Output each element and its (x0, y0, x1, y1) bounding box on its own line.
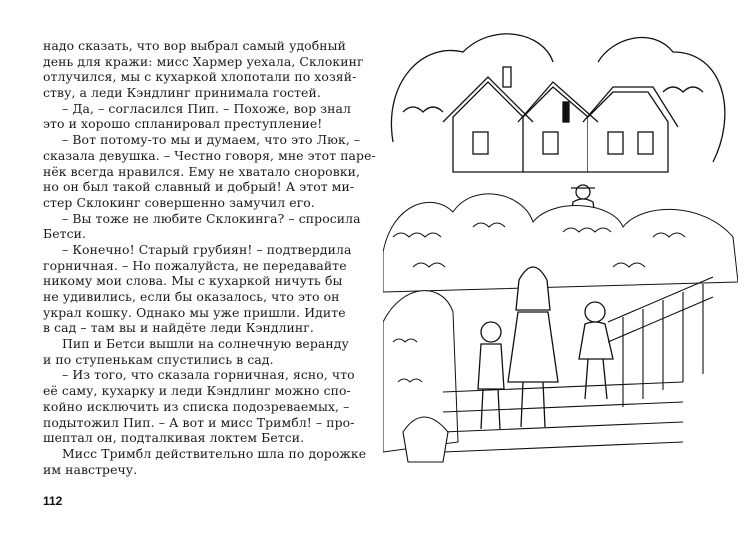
text-line: Бетси. (43, 226, 87, 242)
body-text (43, 38, 376, 477)
text-line: койно исключить из списка подозреваемых, – (43, 398, 350, 414)
text-line: – Да, – согласился Пип. – Похоже, вор знал (62, 100, 351, 116)
text-line: её саму, кухарку и леди Кэндлинг можно спо- (43, 383, 351, 399)
text-line: подытожил Пип. – А вот и мисс Тримбл! – про- (43, 414, 355, 430)
text-line: в сад – там вы и найдёте леди Кэндлинг. (43, 320, 314, 336)
text-line: не удивились, если бы оказалось, что это он (43, 289, 340, 304)
text-line: никому мои слова. Мы с кухаркой ничуть бы (43, 273, 343, 289)
garden-illustration (383, 22, 738, 477)
text-line: но он был такой славный и добрый! А этот ми- (43, 179, 355, 195)
text-line: сказала девушка. – Честно говоря, мне этот паре- (43, 147, 376, 163)
text-line: Пип и Бетси вышли на солнечную веранду (62, 336, 349, 352)
text-line: горничная. – Но пожалуйста, не передавайте (43, 257, 347, 273)
bushes (383, 194, 738, 452)
page-number: 112 (43, 494, 63, 508)
text-line: – Конечно! Старый грубиян! – подтвердила (62, 241, 352, 257)
text-line: – Вот потому-то мы и думаем, что это Люк, – (62, 132, 361, 148)
text-line: надо сказать, что вор выбрал самый удобный (43, 38, 346, 53)
text-line: стер Склокинг совершенно замучил его. (43, 194, 315, 210)
text-line: – Вы тоже не любите Склокинга? – спросила (62, 210, 361, 226)
text-line: нёк всегда нравился. Ему не хватало сноровки, (43, 163, 361, 179)
children-figures (478, 267, 613, 429)
text-line: это и хорошо спланировал преступление! (43, 116, 323, 132)
text-line: шептал он, подталкивая локтем Бетси. (43, 430, 305, 446)
house-icon (443, 67, 678, 172)
text-line: – Из того, что сказала горничная, ясно, что (62, 367, 355, 383)
text-line: день для кражи: мисс Хармер уехала, Склокинг (43, 53, 364, 69)
text-line: Мисс Тримбл действительно шла по дорожке (62, 445, 367, 461)
text-line: им навстречу. (43, 461, 138, 477)
text-line: украл кошку. Однако мы уже пришли. Идите (43, 304, 346, 320)
text-line: ству, а леди Кэндлинг принимала гостей. (43, 85, 321, 101)
text-line: отлучился, мы с кухаркой хлопотали по хозяй- (43, 69, 357, 85)
text-line: и по ступенькам спустились в сад. (43, 351, 274, 367)
